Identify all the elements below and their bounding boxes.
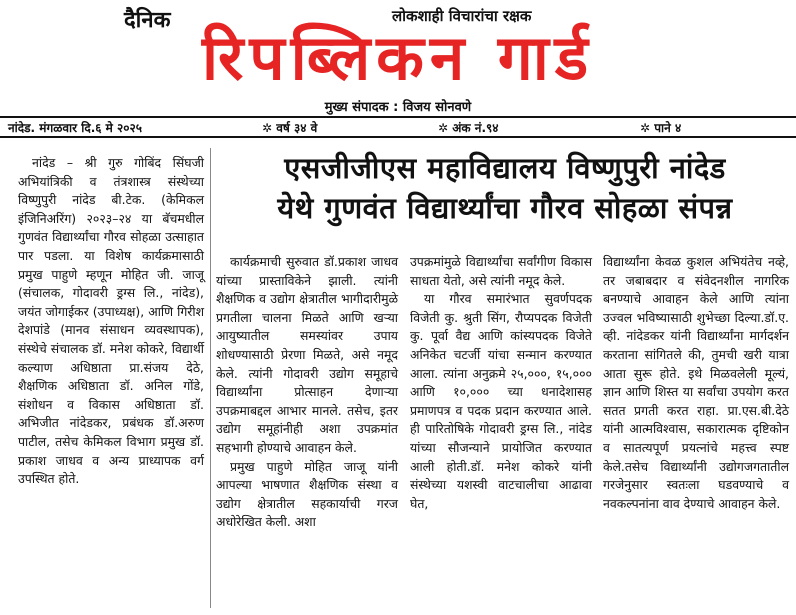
- masthead-tagline: लोकशाही विचारांचा रक्षक: [392, 7, 532, 25]
- masthead-prefix: दैनिक: [124, 8, 171, 33]
- dateline-year: ✲ वर्ष ३४ वे: [262, 121, 318, 135]
- article-column-left: [18, 154, 204, 489]
- dateline-issue: ✲ अंक नं.९४: [438, 121, 499, 135]
- article-paragraph: कार्यक्रमाची सुरुवात डॉ.प्रकाश जाधव यांच्या प्रास्ताविकेने झाली. त्यांनी शैक्षणिक व उद्योग क्षेत्रातील भागीदारीमुळे प्रगतीला चालना मिळते आणि खऱ्या आयुष्यातील समस्यांवर उपाय शोधण्यासाठी प्रेरणा मिळते, असे नमूद केले. त्यांनी गोदावरी उद्योग समूहाचे विद्यार्थ्यांना प्रोत्साहन देणाऱ्या उपक्रमाबद्दल आभार मानले. तसेच, इतर उद्योग समूहांनीही अशा उपक्रमांत सहभागी होण्याचे आवाहन केले.: [216, 254, 398, 455]
- article-paragraph: नांदेड – श्री गुरु गोबिंद सिंघजी अभियांत्रिकी व तंत्रशास्त्र संस्थेच्या विष्णुपुरी नांदेड बी.टेक. (केमिकल इंजिनिअरिंग) २०२३–२४ या बॅचमधील गुणवंत विद्यार्थ्यांचा गौरव सोहळा उत्साहात पार पडला. या विशेष कार्यक्रमासाठी प्रमुख पाहुणे म्हणून मोहित जी. जाजू (संचालक, गोदावरी ड्रग्स लि., नांदेड), जयंत जोगाईकर (उपाध्यक्ष), आणि गिरीश देशपांडे (मानव संसाधन व्यवस्थापक), संस्थेचे संचालक डॉ. मनेश कोकरे, विद्यार्थी कल्याण अधिष्ठाता प्रा.संजय देठे, शैक्षणिक अधिष्ठाता डॉ. अनिल गोंडे, संशोधन व विकास अधिष्ठाता डॉ. अभिजीत नांदेडकर, प्रबंधक डॉ.अरुण पाटील, तसेच केमिकल विभाग प्रमुख डॉ. प्रकाश जाधव व अन्य प्राध्यापक वर्ग उपस्थित होते.: [18, 155, 204, 487]
- headline-line-2: येथे गुणवंत विद्यार्थ्यांचा गौरव सोहळा संपन्न: [277, 191, 733, 225]
- dateline-city-date: नांदेड. मंगळवार दि.६ मे २०२५: [8, 121, 142, 135]
- column-divider: [210, 148, 211, 608]
- article-column-3: [603, 253, 789, 513]
- article-headline: [220, 148, 790, 228]
- article-column-1: [216, 253, 398, 532]
- chief-editor-line: मुख्य संपादक : विजय सोनवणे: [324, 100, 472, 115]
- dateline-pages: ✲ पाने ४: [640, 121, 682, 135]
- article-column-2: [410, 253, 592, 513]
- headline-line-1: एसजीजीएस महाविद्यालय विष्णुपुरी नांदेड: [284, 151, 726, 185]
- article-paragraph: विद्यार्थ्यांना केवळ कुशल अभियंतेच नव्हे, तर जबाबदार व संवेदनशील नागरिक बनण्याचे आवाहन केले आणि त्यांना उज्वल भविष्यासाठी शुभेच्छा दिल्या.डॉ.ए. व्ही. नांदेडकर यांनी विद्यार्थ्यांना मार्गदर्शन करताना सांगितले की, तुमची खरी यात्रा आता सुरू होते. इथे मिळवलेली मूल्यं, ज्ञान आणि शिस्त या सर्वांचा उपयोग करत सतत प्रगती करत राहा. प्रा.एस.बी.देठे यांनी आत्मविश्वास, सकारात्मक दृष्टिकोन व सातत्यपूर्ण प्रयत्नांचे महत्त्व स्पष्ट केले.तसेच विद्यार्थ्यांनी उद्योगजगतातील गरजेनुसार स्वतःला घडवण्याचे व नवकल्पनांना वाव देण्याचे आवाहन केले.: [603, 254, 789, 511]
- newspaper-logo: रिपब्लिकन गार्ड: [202, 21, 594, 94]
- article-paragraph: प्रमुख पाहुणे मोहित जाजू यांनी आपल्या भाषणात शैक्षणिक संस्था व उद्योग क्षेत्रातील सहकार्याची गरज अधोरेखित केली. अशा: [216, 458, 398, 530]
- dateline-bar: [0, 116, 796, 138]
- article-area: [0, 140, 796, 615]
- article-paragraph: या गौरव समारंभात सुवर्णपदक विजेती कु. श्रुती सिंग, रौप्यपदक विजेती कु. पूर्वा वैद्य आणि कांस्यपदक विजेते अनिकेत चटर्जी यांचा सन्मान करण्यात आला. त्यांना अनुक्रमे २५,०००, १५,००० आणि १०,००० च्या धनादेशासह प्रमाणपत्र व पदक प्रदान करण्यात आले. ही पारितोषिके गोदावरी ड्रग्स लि., नांदेड यांच्या सौजन्याने प्रायोजित करण्यात आली होती.डॉ. मनेश कोकरे यांनी संस्थेच्या यशस्वी वाटचालीचा आढावा घेत,: [410, 291, 592, 511]
- masthead: [0, 0, 796, 116]
- article-paragraph: उपक्रमांमुळे विद्यार्थ्यांचा सर्वांगीण विकास साधता येतो, असे त्यांनी नमूद केले.: [410, 254, 592, 288]
